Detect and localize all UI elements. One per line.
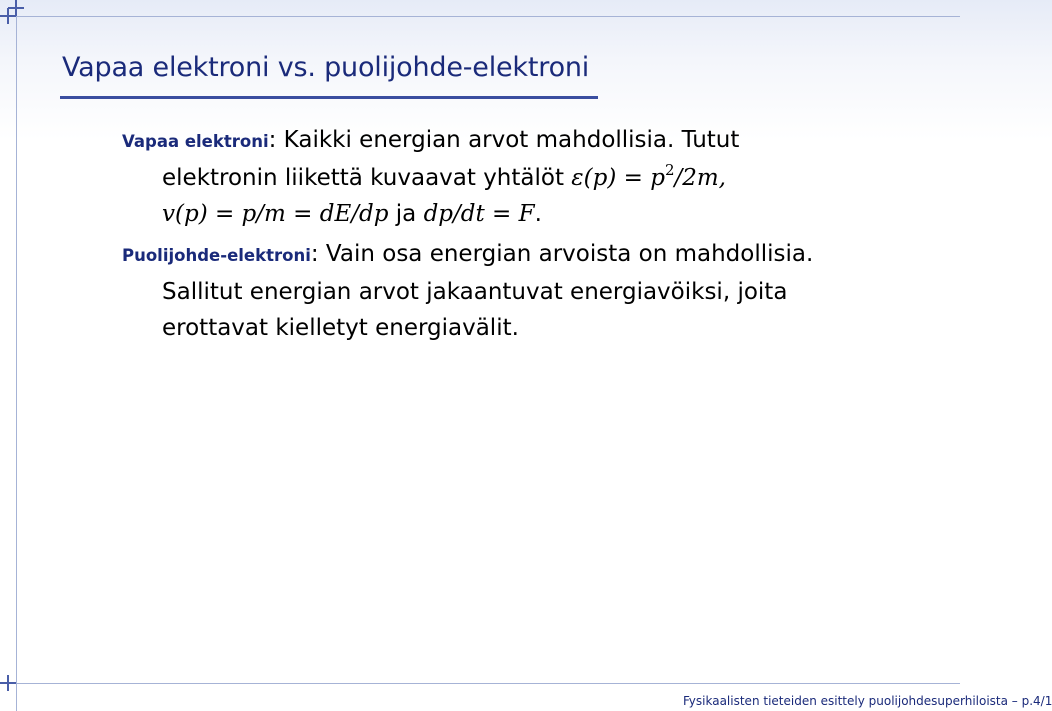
free-electron-term: Vapaa elektroni: [122, 132, 269, 151]
free-electron-line-3-text: ja: [388, 201, 424, 227]
semiconductor-electron-line-1-text: Vain osa energian arvoista on mahdollisia.: [318, 241, 814, 267]
semiconductor-electron-line-1: [122, 236, 942, 274]
frame-bottom-line: [0, 683, 960, 684]
force-equation: dp/dt = F: [423, 201, 535, 227]
free-electron-line-3: [122, 196, 942, 232]
semiconductor-electron-line-3: erottavat kielletyt energiavälit.: [162, 315, 519, 341]
corner-mark-bottom-left-icon: [0, 675, 16, 691]
free-electron-line-2: [122, 160, 942, 196]
slide-title: Vapaa elektroni vs. puolijohde-elektroni: [62, 52, 590, 83]
velocity-equation: v(p) = p/m = dE/dp: [162, 201, 389, 227]
free-electron-line-1: [122, 122, 942, 160]
energy-equation: $\varepsilon(p) = p^2/2m$,: [571, 161, 726, 191]
semiconductor-electron-block: [122, 236, 942, 346]
free-electron-colon: :: [268, 127, 277, 153]
corner-mark-top-mid-icon: [8, 0, 24, 16]
semiconductor-electron-colon: :: [310, 241, 319, 267]
semiconductor-electron-line-2: Sallitut energian arvot jakaantuvat energiavöiksi, joita: [162, 279, 788, 305]
free-electron-line-1-text: Kaikki energian arvot mahdollisia. Tutut: [276, 127, 740, 153]
slide-footer: Fysikaalisten tieteiden esittely puolijohdesuperhiloista – p.4/1: [683, 694, 1052, 708]
frame-top-line: [0, 16, 960, 17]
frame-left-line: [16, 0, 17, 711]
semiconductor-electron-term: Puolijohde-elektroni: [122, 246, 311, 265]
title-underline: [60, 96, 598, 99]
energy-equation-exponent: 2: [664, 161, 675, 179]
free-electron-block: [122, 122, 942, 232]
free-electron-line-2-text: elektronin liikettä kuvaavat yhtälöt: [162, 165, 572, 191]
free-electron-line-3-end: .: [534, 201, 542, 227]
